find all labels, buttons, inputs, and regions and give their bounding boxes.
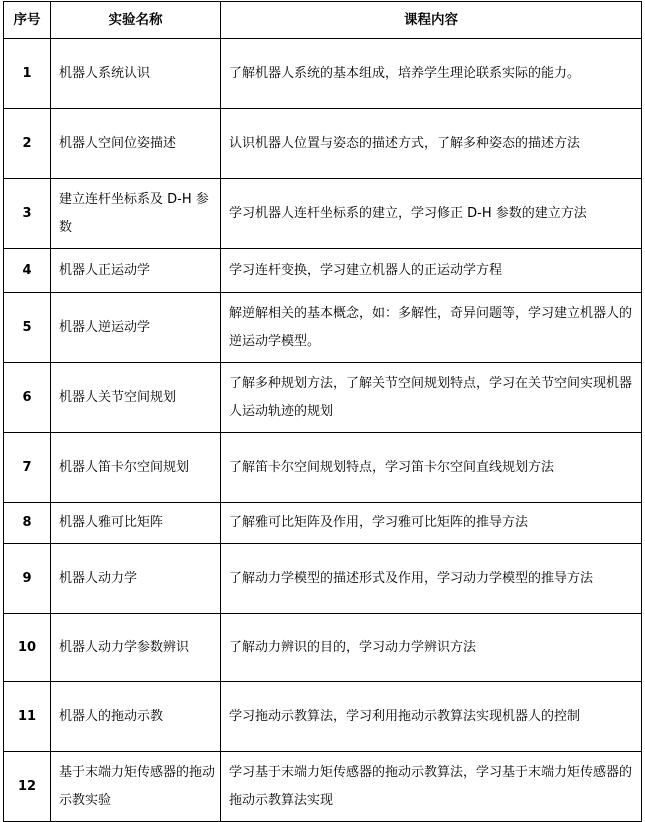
table-row (4, 433, 642, 503)
row-number: 1 (4, 39, 51, 109)
header-row (4, 2, 642, 39)
header-content: 课程内容 (221, 2, 642, 39)
table-row (4, 109, 642, 179)
experiment-name: 机器人动力学 (51, 544, 221, 614)
course-content: 学习机器人连杆坐标系的建立，学习修正 D-H 参数的建立方法 (221, 179, 642, 249)
table-row (4, 503, 642, 544)
row-number: 9 (4, 544, 51, 614)
experiment-name: 机器人空间位姿描述 (51, 109, 221, 179)
header-no: 序号 (4, 2, 51, 39)
table-row (4, 249, 642, 293)
course-content: 了解动力学模型的描述形式及作用，学习动力学模型的推导方法 (221, 544, 642, 614)
course-content: 了解多种规划方法，了解关节空间规划特点，学习在关节空间实现机器人运动轨迹的规划 (221, 363, 642, 433)
table-row (4, 544, 642, 614)
course-content: 解逆解相关的基本概念，如：多解性，奇异问题等，学习建立机器人的逆运动学模型。 (221, 293, 642, 363)
table-row (4, 363, 642, 433)
experiment-name: 机器人逆运动学 (51, 293, 221, 363)
row-number: 7 (4, 433, 51, 503)
experiment-name: 机器人雅可比矩阵 (51, 503, 221, 544)
course-content: 学习拖动示教算法，学习利用拖动示教算法实现机器人的控制 (221, 682, 642, 752)
experiment-name: 机器人正运动学 (51, 249, 221, 293)
table-row (4, 39, 642, 109)
row-number: 3 (4, 179, 51, 249)
course-content: 学习连杆变换，学习建立机器人的正运动学方程 (221, 249, 642, 293)
header-name: 实验名称 (51, 2, 221, 39)
experiment-name: 机器人的拖动示教 (51, 682, 221, 752)
row-number: 6 (4, 363, 51, 433)
course-content: 了解笛卡尔空间规划特点，学习笛卡尔空间直线规划方法 (221, 433, 642, 503)
course-table (3, 1, 642, 822)
row-number: 4 (4, 249, 51, 293)
experiment-name: 机器人关节空间规划 (51, 363, 221, 433)
course-content: 了解动力辨识的目的，学习动力学辨识方法 (221, 614, 642, 682)
table-row (4, 179, 642, 249)
table-row (4, 293, 642, 363)
course-content: 了解机器人系统的基本组成，培养学生理论联系实际的能力。 (221, 39, 642, 109)
row-number: 5 (4, 293, 51, 363)
experiment-name: 基于末端力矩传感器的拖动示教实验 (51, 752, 221, 822)
table-row (4, 752, 642, 822)
row-number: 12 (4, 752, 51, 822)
experiment-name: 机器人动力学参数辨识 (51, 614, 221, 682)
course-content: 了解雅可比矩阵及作用，学习雅可比矩阵的推导方法 (221, 503, 642, 544)
experiment-name: 机器人系统认识 (51, 39, 221, 109)
table-row (4, 614, 642, 682)
course-content: 认识机器人位置与姿态的描述方式，了解多种姿态的描述方法 (221, 109, 642, 179)
experiment-name: 机器人笛卡尔空间规划 (51, 433, 221, 503)
experiment-name: 建立连杆坐标系及 D-H 参数 (51, 179, 221, 249)
row-number: 11 (4, 682, 51, 752)
row-number: 10 (4, 614, 51, 682)
course-content: 学习基于末端力矩传感器的拖动示教算法，学习基于末端力矩传感器的拖动示教算法实现 (221, 752, 642, 822)
row-number: 8 (4, 503, 51, 544)
table-row (4, 682, 642, 752)
row-number: 2 (4, 109, 51, 179)
